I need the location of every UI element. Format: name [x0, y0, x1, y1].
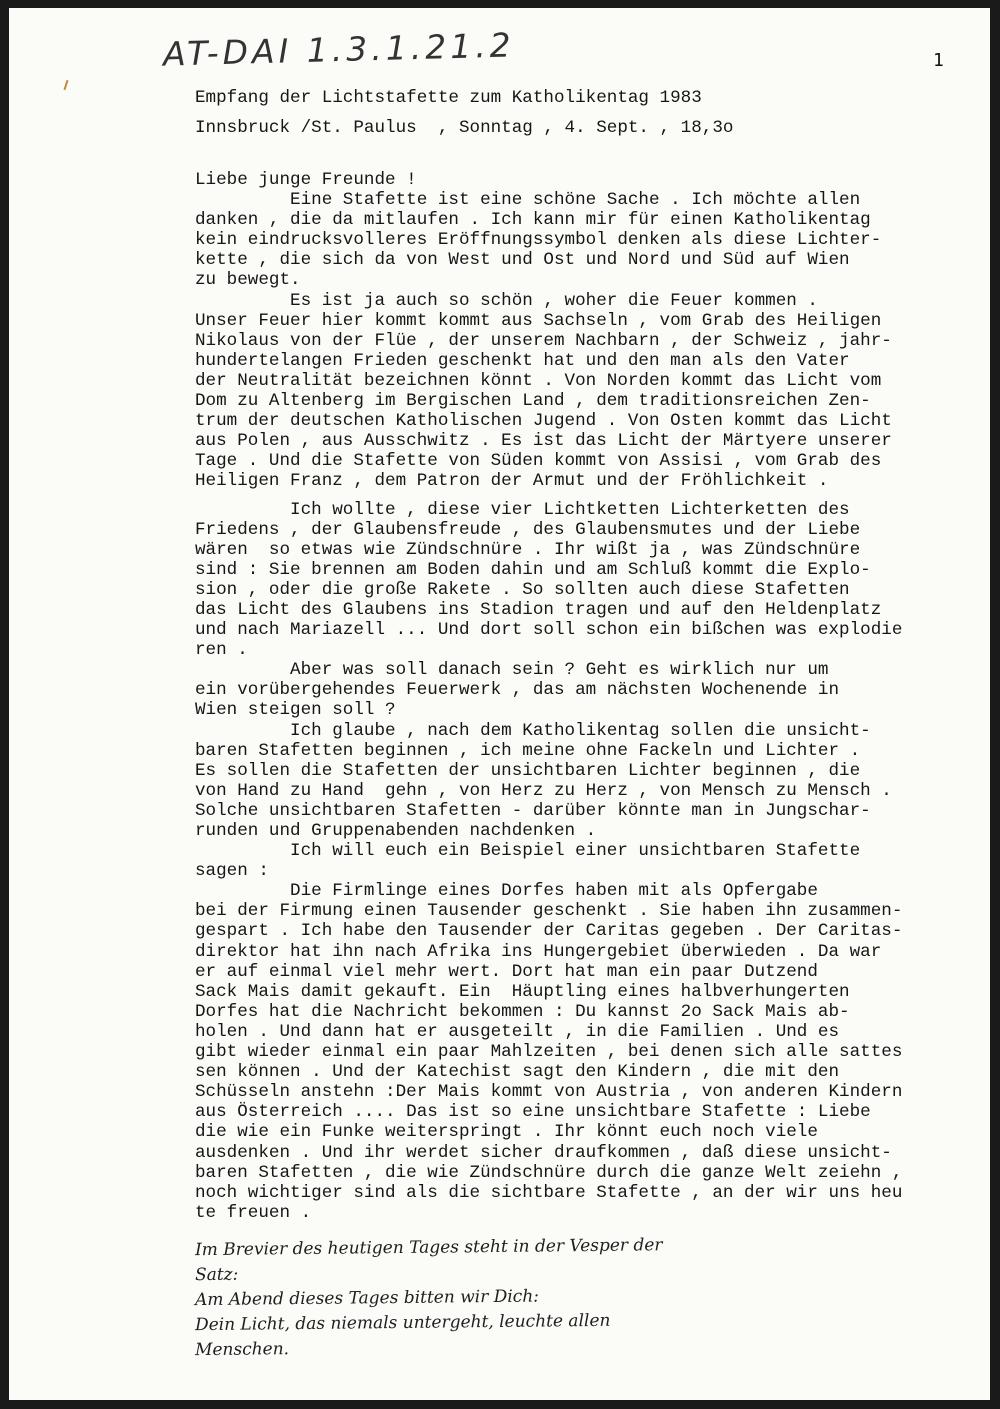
page-number: 1: [933, 50, 944, 71]
body-line: zu bewegt.: [195, 270, 301, 291]
body-line: runden und Gruppenabenden nachdenken .: [195, 821, 597, 841]
body-line: er auf einmal viel mehr wert. Dort hat man ein paar Dutzend: [195, 961, 818, 982]
body-line: ren .: [195, 640, 248, 661]
body-line: Ich will euch ein Beispiel einer unsichtbaren Stafette: [195, 841, 861, 862]
document-page: [9, 8, 990, 1400]
archive-reference-handwritten: AT-DAI 1.3.1.21.2: [162, 25, 516, 74]
body-line: Solche unsichtbaren Stafetten - darüber könnte man in Jungschar-: [195, 800, 871, 821]
body-line: danken , die da mitlaufen . Ich kann mir für einen Katholikentag: [195, 210, 871, 231]
body-line: Ich wollte , diese vier Lichtketten Lichterketten des: [195, 499, 850, 520]
body-line: Eine Stafette ist eine schöne Sache . Ich möchte allen: [195, 190, 861, 211]
body-line: baren Stafetten , die wie Zündschnüre durch die ganze Welt zeiehn ,: [195, 1162, 903, 1183]
body-line: te freuen .: [195, 1202, 312, 1223]
body-line: Unser Feuer hier kommt kommt aus Sachseln , vom Grab des Heiligen: [195, 310, 882, 331]
body-line: die wie ein Funke weiterspringt . Ihr könnt euch noch viele: [195, 1122, 818, 1143]
body-line: sen können . Und der Katechist sagt den Kindern , die mit den: [195, 1062, 840, 1083]
letter-body: [195, 170, 902, 1223]
body-line: wären so etwas wie Zündschnüre . Ihr wißt ja , was Zündschnüre: [195, 539, 861, 560]
body-line: Heiligen Franz , dem Patron der Armut und der Fröhlichkeit .: [195, 471, 829, 492]
body-line: holen . Und dann hat er ausgeteilt , in die Familien . Und es: [195, 1021, 840, 1042]
body-line: bei der Firmung einen Tausender geschenkt . Sie haben ihn zusammen-: [195, 901, 903, 922]
body-line: von Hand zu Hand gehn , von Herz zu Herz , von Mensch zu Mensch .: [195, 780, 892, 801]
body-line: das Licht des Glaubens ins Stadion tragen und auf den Heldenplatz: [195, 599, 882, 620]
body-line: der Neutralität bezeichnen könnt . Von Norden kommt das Licht vom: [195, 370, 882, 391]
document-title: Empfang der Lichtstafette zum Katholikentag 1983: [195, 88, 702, 108]
paragraph-gap: [195, 492, 902, 500]
handwritten-line: Satz:: [194, 1264, 239, 1286]
body-line: hundertelangen Frieden geschenkt hat und den man als den Vater: [195, 350, 850, 371]
body-line: sagen :: [195, 861, 269, 882]
body-line: Sack Mais damit gekauft. Ein Häuptling eines halbverhungerten: [195, 981, 850, 1002]
body-line: aus Österreich .... Das ist so eine unsichtbare Stafette : Liebe: [195, 1102, 871, 1123]
body-line: trum der deutschen Katholischen Jugend . Von Osten kommt das Licht: [195, 411, 892, 432]
body-line: ausdenken . Und ihr werdet sicher draufkommen , daß diese unsicht-: [195, 1142, 892, 1163]
body-line: und nach Mariazell ... Und dort soll schon ein bißchen was explodie: [195, 620, 903, 641]
body-line: Ich glaube , nach dem Katholikentag sollen die unsicht-: [195, 720, 871, 741]
body-line: direktor hat ihn nach Afrika ins Hungergebiet überwieden . Da war: [195, 941, 882, 962]
body-line: gibt wieder einmal ein paar Mahlzeiten , bei denen sich alle sattes: [195, 1042, 903, 1063]
handwritten-line: Dein Licht, das niemals untergeht, leuchte allen: [194, 1310, 611, 1336]
body-line: Es sollen die Stafetten der unsichtbaren Lichter beginnen , die: [195, 760, 861, 781]
handwritten-line: Menschen.: [194, 1339, 290, 1361]
document-subtitle: Innsbruck /St. Paulus , Sonntag , 4. Sept. , 18,3o: [195, 118, 734, 138]
body-line: Dom zu Altenberg im Bergischen Land , dem traditionsreichen Zen-: [195, 391, 871, 412]
body-line: baren Stafetten beginnen , ich meine ohne Fackeln und Lichter .: [195, 740, 861, 761]
ink-mark: [64, 80, 69, 90]
body-line: kein eindrucksvolleres Eröffnungssymbol denken als diese Lichter-: [195, 230, 882, 251]
body-line: gespart . Ich habe den Tausender der Caritas gegeben . Der Caritas-: [195, 921, 903, 942]
body-line: Dorfes hat die Nachricht bekommen : Du kannst 2o Sack Mais ab-: [195, 1001, 850, 1022]
body-line: Wien steigen soll ?: [195, 700, 396, 721]
body-line: sind : Sie brennen am Boden dahin und am Schluß kommt die Explo-: [195, 559, 871, 580]
body-line: ein vorübergehendes Feuerwerk , das am nächsten Wochenende in: [195, 680, 840, 701]
body-line: Nikolaus von der Flüe , der unserem Nachbarn , der Schweiz , jahr-: [195, 330, 892, 351]
body-line: Schüsseln anstehn :Der Mais kommt von Austria , von anderen Kindern: [195, 1082, 903, 1103]
body-line: aus Polen , aus Ausschwitz . Es ist das Licht der Märtyere unserer: [195, 431, 892, 452]
body-line: Es ist ja auch so schön , woher die Feuer kommen .: [195, 290, 818, 311]
body-line: Friedens , der Glaubensfreude , des Glaubensmutes und der Liebe: [195, 519, 861, 540]
body-line: Tage . Und die Stafette von Süden kommt von Assisi , vom Grab des: [195, 451, 882, 472]
body-line: Die Firmlinge eines Dorfes haben mit als Opfergabe: [195, 881, 818, 902]
handwritten-line: Im Brevier des heutigen Tages steht in der Vesper der: [194, 1235, 663, 1261]
body-line: sion , oder die große Rakete . So sollten auch diese Stafetten: [195, 579, 850, 600]
handwritten-note: [195, 1234, 985, 1359]
body-line: Aber was soll danach sein ? Geht es wirklich nur um: [195, 660, 829, 681]
handwritten-line: Am Abend dieses Tages bitten wir Dich:: [194, 1286, 540, 1311]
body-line: noch wichtiger sind als die sichtbare Stafette , an der wir uns heu: [195, 1182, 903, 1203]
body-line: kette , die sich da von West und Ost und Nord und Süd auf Wien: [195, 250, 850, 271]
body-line: Liebe junge Freunde !: [195, 170, 417, 190]
